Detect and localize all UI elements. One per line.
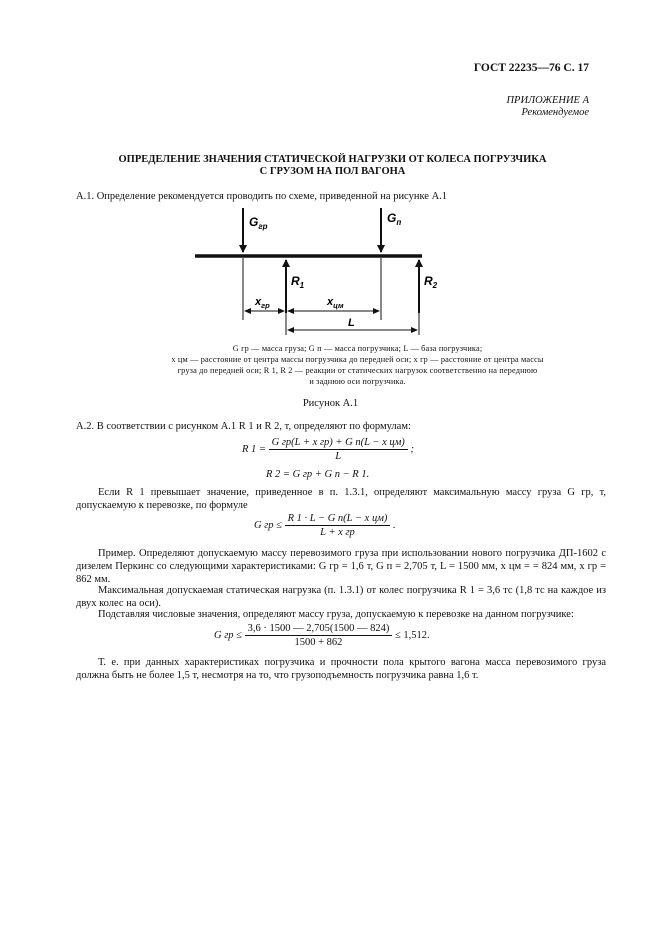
legend-line-2: x цм — расстояние от центра массы погрузчика до передней оси; x гр — расстояние от центра массы	[171, 355, 544, 364]
formula-g-numerator: R 1 · L − G п(L − x цм)	[285, 512, 391, 526]
paragraph-max-load: Максимальная допускаемая статическая нагрузка (п. 1.3.1) от колес погрузчика R 1 = 3,6 тс (1,8 тс на каждое из двух колес на оси).	[76, 585, 606, 609]
formula-numeric-denominator: 1500 + 862	[294, 637, 343, 648]
title-line-2: С ГРУЗОМ НА ПОЛ ВАГОНА	[259, 166, 406, 177]
formula-r1-fraction	[269, 436, 408, 463]
formula-numeric-left: G гр ≤	[214, 630, 242, 641]
paragraph-conclusion: Т. е. при данных характеристиках погрузчика и прочности пола крытого вагона масса перевозимого груза должна быть не более 1,5 т, несмотря на то, что грузоподъемность погрузчика равна 1,6 т.	[76, 657, 606, 681]
title-line-1: ОПРЕДЕЛЕНИЕ ЗНАЧЕНИЯ СТАТИЧЕСКОЙ НАГРУЗКИ ОТ КОЛЕСА ПОГРУЗЧИКА	[118, 154, 547, 165]
formula-numeric-fraction	[245, 622, 393, 649]
formula-r1	[242, 436, 414, 463]
paragraph-example: Пример. Определяют допускаемую массу перевозимого груза при использовании нового погрузчика ДП-1602 с дизелем Перкинс со следующими характеристиками: G гр = 1,6 т, G п = 2,705 т, L = 1500 мм, x цм = = 824 мм, x гр = 862 мм.	[76, 548, 606, 585]
g-load-label: $G_{гр}$	[249, 215, 268, 231]
gost-header: ГОСТ 22235—76 С. 17	[473, 62, 589, 74]
formula-g-fraction	[285, 512, 391, 539]
legend-line-3: груза до передней оси; R 1, R 2 — реакции от статических нагрузок соответственно на переднюю	[177, 366, 538, 375]
paragraph-a2: А.2. В соответствии с рисунком А.1 R 1 и R 2, т, определяют по формулам:	[76, 421, 411, 432]
figure-legend	[170, 343, 545, 387]
formula-numeric	[214, 622, 430, 649]
formula-r1-left: R 1 =	[242, 444, 266, 455]
formula-g-max	[254, 512, 396, 539]
base-label: L	[348, 317, 355, 329]
legend-line-1: G гр — масса груза; G п — масса погрузчика; L — база погрузчика;	[232, 344, 483, 353]
figure-label: Рисунок А.1	[302, 398, 359, 409]
g-loader-label: $G_п$	[387, 211, 402, 227]
paragraph-substitute: Подставляя числовые значения, определяют массу груза, допускаемую к перевозке на данном погрузчике:	[98, 609, 574, 620]
paragraph-if-exceeds: Если R 1 превышает значение, приведенное в п. 1.3.1, определяют максимальную массу груза G гр, т, допускаемую к перевозке, по формуле	[76, 487, 606, 511]
formula-numeric-tail: ≤ 1,512.	[394, 630, 430, 641]
x-gr-label: $x_{гр}$	[255, 296, 270, 310]
r1-label: $R_1$	[291, 274, 305, 290]
formula-r1-denominator: L	[335, 451, 342, 462]
formula-r1-numerator: G гр(L + x гр) + G п(L − x цм)	[269, 436, 408, 450]
r2-label: $R_2$	[424, 274, 438, 290]
paragraph-a1: А.1. Определение рекомендуется проводить по схеме, приведенной на рисунке А.1	[76, 191, 448, 202]
formula-r2: R 2 = G гр + G п − R 1.	[266, 469, 370, 480]
formula-g-tail: .	[393, 520, 396, 531]
appendix-status: Рекомендуемое	[521, 107, 589, 118]
formula-g-denominator: L + x гр	[320, 527, 355, 538]
legend-line-4: и заднюю оси погрузчика.	[309, 377, 406, 386]
formula-r1-tail: ;	[410, 444, 414, 455]
appendix-label: ПРИЛОЖЕНИЕ А	[506, 95, 589, 106]
x-cm-label: $x_{цм}$	[327, 296, 344, 310]
formula-g-left: G гр ≤	[254, 520, 282, 531]
formula-numeric-numerator: 3,6 · 1500 — 2,705(1500 — 824)	[245, 622, 393, 636]
